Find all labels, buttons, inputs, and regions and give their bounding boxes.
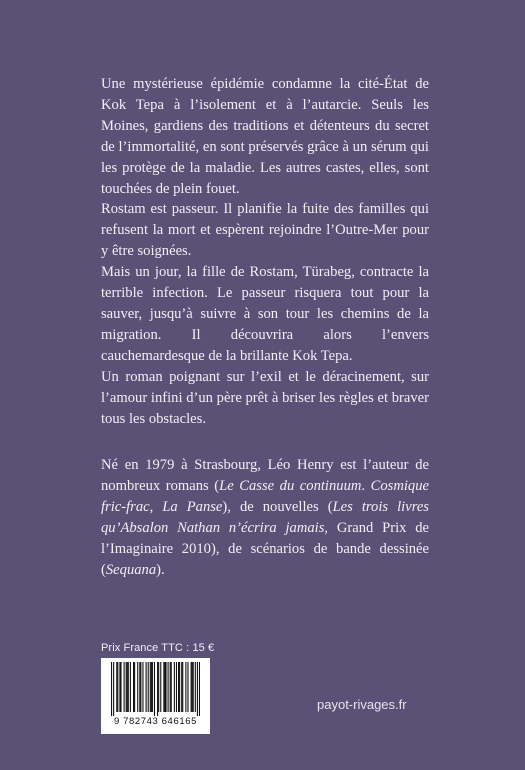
bio-title-5: Sequana [105, 561, 157, 578]
barcode-bar [137, 662, 138, 712]
blurb-paragraph-2: Rostam est passeur. Il planifie la fuite des familles qui refusent la mort et espèrent rejoindre l’Outre-Mer pour y être soignées. [101, 201, 429, 260]
barcode-bar [181, 662, 182, 712]
barcode-bar [157, 662, 158, 716]
barcode-bar [168, 662, 169, 712]
barcode-bar [193, 662, 194, 712]
bio-text-5: , Grand Prix de l’Imaginaire 2010), de scénarios de bande dessinée ( [101, 519, 429, 578]
barcode-bar [124, 662, 125, 712]
barcode-bar [199, 662, 200, 716]
barcode-bar [151, 662, 152, 712]
bio-text-4: ), de nouvelles ( [222, 498, 333, 515]
barcode-bar [139, 662, 140, 712]
price-label: Prix France TTC : 15 € [101, 642, 215, 654]
barcode-bar [133, 662, 134, 712]
bio-text-6: ). [156, 561, 165, 578]
barcode-bar [146, 662, 147, 712]
barcode-bar [195, 662, 196, 712]
bio-text-1: Né en 1979 à Strasbourg, Léo Henry est l’auteur de nombreux romans ( [101, 457, 429, 494]
barcode-bar [117, 662, 118, 712]
barcode-bar [126, 662, 127, 712]
barcode-bar [116, 662, 117, 712]
barcode-bar [127, 662, 128, 712]
barcode-bar [128, 662, 129, 712]
barcode-bar [185, 662, 186, 712]
barcode-bar [119, 662, 120, 712]
bio-title-3: La Panse [162, 498, 223, 515]
barcode-bar [178, 662, 179, 712]
bio-text-2: . [361, 477, 371, 494]
barcode-bar [174, 662, 175, 712]
bio-title-2: Cosmique fric-frac [101, 477, 429, 515]
barcode-bar [150, 662, 151, 712]
barcode-bar [142, 662, 143, 712]
barcode-bar [140, 662, 141, 712]
barcode-bar [192, 662, 193, 712]
blurb-paragraph-4: Un roman poignant sur l’exil et le déracinement, sur l’amour infini d’un père prêt à briser les règles et braver tous les obstacles. [101, 368, 429, 427]
barcode-bar [164, 662, 165, 712]
barcode-bar [187, 662, 188, 712]
author-bio-text [101, 455, 429, 580]
barcode-bar [165, 662, 166, 712]
barcode-bar [148, 662, 149, 712]
bio-title-4: Les trois livres qu’Absalon Nathan n’écrira jamais [101, 498, 429, 536]
blurb-paragraph-1: Une mystérieuse épidémie condamne la cité-État de Kok Tepa à l’isolement et à l’autarcie. Seuls les Moines, gardiens des traditions et détenteurs du secret de l’immortalité, en sont préservés grâce à un sérum qui les protège de la maladie. Les autres castes, elles, sont touchées de plein fouet. [101, 76, 429, 197]
isbn-digits: 9 782743 646165 [114, 716, 197, 727]
author-bio [101, 455, 429, 580]
barcode-bar [113, 662, 114, 716]
barcode-bar [134, 662, 135, 712]
barcode-bar [179, 662, 180, 712]
publisher-website: payot-rivages.fr [317, 697, 407, 712]
blurb [101, 74, 429, 429]
barcode-bar [197, 662, 198, 716]
blurb-paragraph-3: Mais un jour, la fille de Rostam, Türabeg, contracte la terrible infection. Le passeur risquera tout pour la sauver, jusqu’à suivre à son tour les chemins de la migration. Il découvrira alors l’envers cauchemardesque de la brillante Kok Tepa. [101, 264, 429, 364]
barcode-bar [182, 662, 183, 712]
barcode-bar [158, 662, 159, 712]
barcode-bar [111, 662, 112, 716]
barcode-bar [170, 662, 171, 712]
barcode-bar [163, 662, 164, 712]
barcode-bar [120, 662, 121, 712]
barcode-bar [130, 662, 131, 712]
barcode-bars [111, 662, 200, 716]
barcode-bar [171, 662, 172, 712]
barcode-bar [160, 662, 161, 712]
barcode-bar [152, 662, 153, 712]
barcode-bar [154, 662, 155, 716]
barcode [101, 658, 210, 734]
bio-title-1: Le Casse du continuum [219, 477, 362, 494]
bio-text-3: , [149, 498, 163, 515]
barcode-bar [191, 662, 192, 712]
barcode-bar [176, 662, 177, 712]
